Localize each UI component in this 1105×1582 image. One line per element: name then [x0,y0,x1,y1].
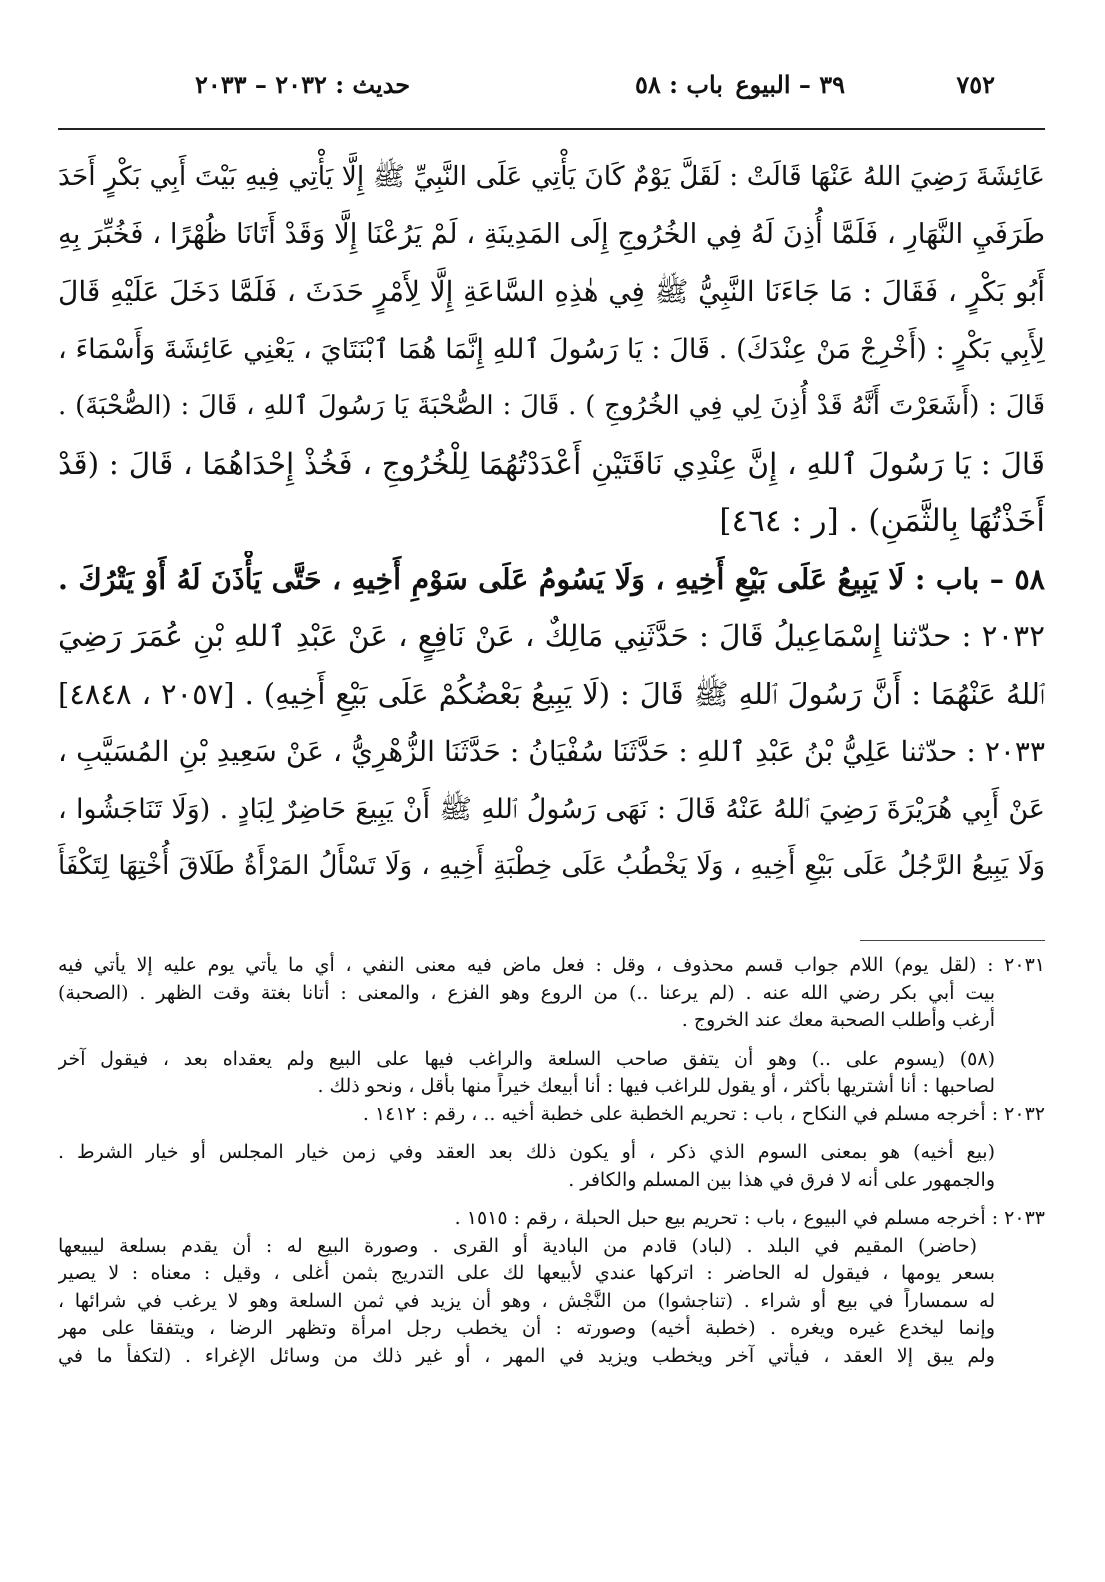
text-line: لِأَبِي بَكْرٍ : (أَخْرِجْ مَنْ عِنْدَكَ) . قَالَ : يَا رَسُولَ ٱللهِ إِنَّمَا هُمَا ٱبْنَتَايَ ، يَعْنِي عَائِشَةَ وَأَسْمَاءَ ، [58,333,1045,365]
text-line: طَرَفَيِ النَّهَارِ ، فَلَمَّا أُذِنَ لَهُ فِي الخُرُوجِ إِلَى المَدِينَةِ ، لَمْ يَرُعْنَا إِلَّا وَقَدْ أَتَانَا ظُهْرًا ، فَخُبِّرَ بِهِ [58,217,1045,250]
footnote-line: ولم يبق إلا العقد ، فيأتي آخر ويخطب ويزيد في المهر ، أو غير ذلك من وسائل الإغراء . (لتكفأ ما في [58,1344,995,1367]
hadith-line: ٱللهُ عَنْهُمَا : أَنَّ رَسُولَ ٱللهِ ﷺ قَالَ : (لَا يَبِيعُ بَعْضُكُمْ عَلَى بَيْعِ أَخِيهِ) . [٢٠٥٧ ، ٤٨٤٨] [58,676,1045,711]
footnote-line: ٢٠٣٣ : أخرجه مسلم في البيوع ، باب : تحريم بيع حبل الحبلة ، رقم : ١٥١٥ . [454,1207,1045,1229]
header-rule [58,128,1045,130]
footnote-line: لصاحبها : أنا أشتريها بأكثر ، أو يقول للراغب فيها : أنا أبيعك خيراً منها بأقل ، ونحو ذلك . [317,1075,995,1097]
footnote-line: (حاضر) المقيم في البلد . (لباد) قادم من البادية أو القرى . وصورة البيع له : أن يقدم بسلعة ليبيعها [58,1234,977,1257]
hadith-line: وَلَا يَبِيعُ الرَّجُلُ عَلَى بَيْعِ أَخِيهِ ، وَلَا يَخْطُبُ عَلَى خِطْبَةِ أَخِيهِ ، وَلَا تَسْأَلُ المَرْأَةُ طَلَاقَ أُخْتِهَا لِتَكْفَأَ [58,851,1045,881]
text-line: قَالَ : يَا رَسُولَ ٱللهِ ، إِنَّ عِنْدِي نَاقَتَيْنِ أَعْدَدْتُهُمَا لِلْخُرُوجِ ، فَخُذْ إِحْدَاهُمَا ، قَالَ : (قَدْ [58,446,1045,481]
book-title: ٣٩ – البيوع [735,70,845,99]
hadith-line: عَنْ أَبِي هُرَيْرَةَ رَضِيَ ٱللهُ عَنْهُ قَالَ : نَهَى رَسُولُ ٱللهِ ﷺ أَنْ يَبِيعَ حَاضِرٌ لِبَادٍ . (وَلَا تَنَاجَشُوا ، [58,793,1045,825]
hadith-line: ٢٠٣٢ : حدّثنا إِسْمَاعِيلُ قَالَ : حَدَّثَنِي مَالِكٌ ، عَنْ نَافِعٍ ، عَنْ عَبْدِ ٱللهِ بْنِ عُمَرَ رَضِيَ [58,619,1045,653]
text-line: أَخَذْتُهَا بِالثَّمَنِ) . [ر : ٤٦٤] [719,503,1045,539]
page-number: ٧٥٢ [956,70,995,99]
main-text [58,148,1045,896]
footnote-line: وإنما ليخدع غيره ويغره . (خطبة أخيه) وصورته : أن يخطب رجل امرأة وتظهر الرضا ، ويتفقا على مهر [58,1317,995,1339]
text-line: قَالَ : (أَشَعَرْتَ أَنَّهُ قَدْ أُذِنَ لِي فِي الخُرُوجِ ) . قَالَ : الصُّحْبَةَ يَا رَسُولَ ٱللهِ ، قَالَ : (الصُّحْبَةَ) . [58,391,1045,421]
text-line: عَائِشَةَ رَضِيَ اللهُ عَنْهَا قَالَتْ : لَقَلَّ يَوْمٌ كَانَ يَأْتِي عَلَى النَّبِيِّ ﷺ إِلَّا يَأْتِي فِيهِ بَيْتَ أَبِي بَكْرٍ أَحَدَ [58,161,1045,192]
footnotes [58,952,1045,1370]
footnote-line: بيت أبي بكر رضي الله عنه . (لم يرعنا ..) من الروع وهو الفزع ، والمعنى : أتانا بغتة وقت الظهر . (الصحبة) [58,981,995,1004]
footnote-line: بسعر يومها ، فيقول له الحاضر : اتركها عندي لأبيعها لك على التدريج بثمن أغلى ، وقيل : معناه : لا يصير [58,1262,995,1284]
page-header [195,70,995,110]
chapter-label: باب : ٥٨ [635,70,723,99]
footnote-line: والجمهور على أنه لا فرق في هذا بين المسلم والكافر . [568,1168,995,1191]
chapter-heading: ٥٨ – باب : لَا يَبِيعُ عَلَى بَيْعِ أَخِيهِ ، وَلَا يَسُومُ عَلَى سَوْمِ أَخِيهِ ، حَتَّى يَأْذَنَ لَهُ أَوْ يَتْرُكَ . [58,561,1045,596]
footnote-line: (٥٨) (يسوم على ..) وهو أن يتفق صاحب السلعة والراغب فيها على البيع ولم يعقداه بعد ، فيقول آخر [58,1047,995,1070]
footnote-line: ٢٠٣٢ : أخرجه مسلم في النكاح ، باب : تحريم الخطبة على خطبة أخيه .. ، رقم : ١٤١٢ . [362,1102,1045,1125]
hadith-range: حديث : ٢٠٣٢ – ٢٠٣٣ [195,70,411,99]
footnote-line: ٢٠٣١ : (لقل يوم) اللام جواب قسم محذوف ، وقل : فعل ماض فيه معنى النفي ، أي ما يأتي يوم عليه إلا يأتي فيه [58,954,1045,976]
footnote-line: له سمساراً في بيع أو شراء . (تناجشوا) من النَّجْش ، وهو أن يزيد في ثمن السلعة وهو لا يرغب في شرائها ، [58,1289,995,1312]
text-line: أَبُو بَكْرٍ ، فَقَالَ : مَا جَاءَنَا النَّبِيُّ ﷺ فِي هٰذِهِ السَّاعَةِ إِلَّا لِأَمْرٍ حَدَثَ ، فَلَمَّا دَخَلَ عَلَيْهِ قَالَ [58,275,1045,308]
hadith-line: ٢٠٣٣ : حدّثنا عَلِيُّ بْنُ عَبْدِ ٱللهِ : حَدَّثَنَا سُفْيَانُ : حَدَّثَنَا الزُّهْرِيُّ ، عَنْ سَعِيدِ بْنِ المُسَيَّبِ ، [58,735,1045,768]
footnote-line: (بيع أخيه) هو بمعنى السوم الذي ذكر ، أو يكون ذلك بعد العقد وفي زمن خيار المجلس أو خيار الشرط . [58,1141,995,1163]
footnote-line: أرغب وأطلب الصحبة معك عند الخروج . [681,1009,995,1031]
footnote-separator [860,940,1045,941]
